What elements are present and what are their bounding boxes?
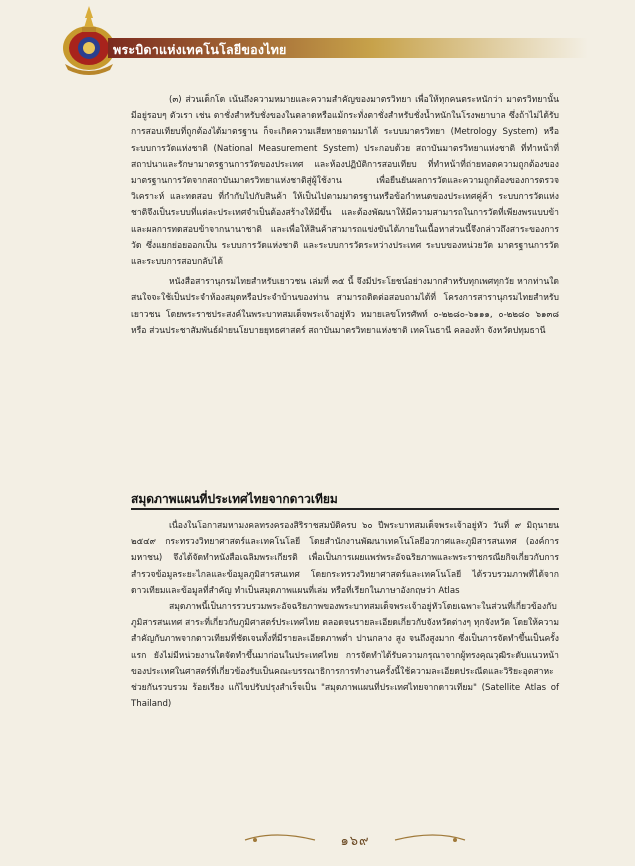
paragraph-atlas-origin: เนื่องในโอกาสมหามงคลทรงครองสิริราชสมบัติครบ ๖๐ ปีพระบาทสมเด็จพระเจ้าอยู่หัว วันที่ ๙ มิถุนายน ๒๕๔๙ กระทรวงวิทยาศาสตร์และเทคโนโลยี โดยสำนักงานพัฒนาเทคโนโลยีอวกาศและภูมิสารสนเทศ (องค์การมหาชน) จึงได้จัดทำหนังสือเฉลิมพระเกียรติ เพื่อเป็นการเผยแพร่พระอัจฉริยภาพและพระราชกรณียกิจเกี่ยวกับการสำรวจข้อมูลระยะไกลและข้อมูลภูมิสารสนเทศ โดยกระทรวงวิทยาศาสตร์และเทคโนโลยี ได้รวบรวมภาพที่ได้จากดาวเทียมและข้อมูลที่สำคัญ ทำเป็นสมุดภาพแผนที่เล่ม หรือที่เรียกในภาษาอังกฤษว่า Atlas xyxy=(131,521,559,596)
section-body xyxy=(131,518,559,712)
paragraph-atlas-content: สมุดภาพนี้เป็นการรวบรวมพระอัจฉริยภาพของพระบาทสมเด็จพระเจ้าอยู่หัวโดยเฉพาะในส่วนที่เกี่ยวข้องกับภูมิสารสนเทศ สาระที่เกี่ยวกับภูมิศาสตร์ประเทศไทย ตลอดจนรายละเอียดเกี่ยวกับจังหวัดต่างๆ ทุกจังหวัด โดยให้ความสำคัญกับภาพจากดาวเทียมที่ชัดเจนทั้งที่มีรายละเอียดภาพต่ำ ปานกลาง สูง จนถึงสูงมาก ซึ่งเป็นการจัดทำขึ้นเป็นครั้งแรก ยังไม่มีหน่วยงานใดจัดทำขึ้นมาก่อนในประเทศไทย การจัดทำได้รับความกรุณาจากผู้ทรงคุณวุฒิระดับแนวหน้าของประเทศในศาสตร์ที่เกี่ยวข้องรับเป็นคณะบรรณาธิการการทำงานครั้งนี้ใช้ความละเอียดประณีตและวิริยะอุตสาหะ ช่วยกันรวบรวม ร้อยเรียง แก้ไขปรับปรุงสำเร็จเป็น "สมุดภาพแผนที่ประเทศไทยจากดาวเทียม" (Satellite Atlas of Thailand) xyxy=(131,602,559,710)
section-title: สมุดภาพแผนที่ประเทศไทยจากดาวเทียม xyxy=(131,492,338,506)
section-divider xyxy=(131,508,559,510)
body-text xyxy=(131,92,559,339)
page-number: ๑๖๙ xyxy=(340,834,370,849)
paragraph-metrology-kids: (๓) ส่วนเด็กโด เน้นถึงความหมายและความสำคัญของมาตรวิทยา เพื่อให้ทุกคนตระหนักว่า มาตรวิทยานั้นมีอยู่รอบๆ ตัวเรา เช่น ตาชั่งสำหรับชั่งของในตลาดหรือแม้กระทั่งตาชั่งสำหรับชั่งน้ำหนักในโรงพยาบาล ซึ่งถ้าไม่ได้รับการสอบเทียบที่ถูกต้องได้มาตรฐาน ก็จะเกิดความเสียหายตามมาได้ ระบบมาตรวิทยา (Metrology System) หรือ ระบบการวัดแห่งชาติ (National Measurement System) ประกอบด้วย สถาบันมาตรวิทยาแห่งชาติ ที่ทำหน้าที่สถาปนาและรักษามาตรฐานการวัดของประเทศ และห้องปฏิบัติการสอบเทียบ ที่ทำหน้าที่ถ่ายทอดความถูกต้องของมาตรฐานการวัดจากสถาบันมาตรวิทยาแห่งชาติสู่ผู้ใช้งาน เพื่อยืนยันผลการวัดและความถูกต้องของการตรวจ วิเคราะห์ และทดสอบ ที่กำกับไปกับสินค้า ให้เป็นไปตามมาตรฐานหรือข้อกำหนดของประเทศคู่ค้า ระบบการวัดแห่งชาติจึงเป็นระบบที่แต่ละประเทศจำเป็นต้องสร้างให้มีขึ้น และต้องพัฒนาให้มีความสามารถในการวัดที่เพียงพรแบบข้า และผลการทดสอบข้าจากนานาชาติ และเพื่อให้สินค้าสามารถแข่งขันได้ภายในเนื้อหาส่วนนี้จึงกล่าวถึงสาระของการวัด ซึ่งแยกย่อยออกเป็น ระบบการวัดแห่งชาติ และระบบการวัดระหว่างประเทศ ระบบของหน่วยวัด มาตรฐานการวัด และระบบการสอบกลับได้ xyxy=(131,95,559,268)
header-title: พระบิดาแห่งเทคโนโลยีของไทย xyxy=(113,42,287,57)
paragraph-encyclopedia-info: หนังสือสารานุกรมไทยสำหรับเยาวชน เล่มที่ ๓๕ นี้ จึงมีประโยชน์อย่างมากสำหรับทุกเพศทุกวัย หากท่านใดสนใจจะใช้เป็นประจำห้องสมุดหรือประจำบ้านของท่าน สามารถติดต่อสอบถามได้ที่ โครงการสารานุกรมไทยสำหรับเยาวชน โดยพระราชประสงค์ในพระบาทสมเด็จพระเจ้าอยู่หัว หมายเลขโทรศัพท์ ๐-๒๒๘๐-๖๑๑๑, ๐-๒๒๘๐ ๖๑๓๘ หรือ ส่วนประชาสัมพันธ์ฝ่ายนโยบายยุทธศาสตร์ สถาบันมาตรวิทยาแห่งชาติ เทคโนธานี คลองห้า จังหวัดปทุมธานี xyxy=(131,277,559,336)
footer-ornament xyxy=(235,828,475,852)
